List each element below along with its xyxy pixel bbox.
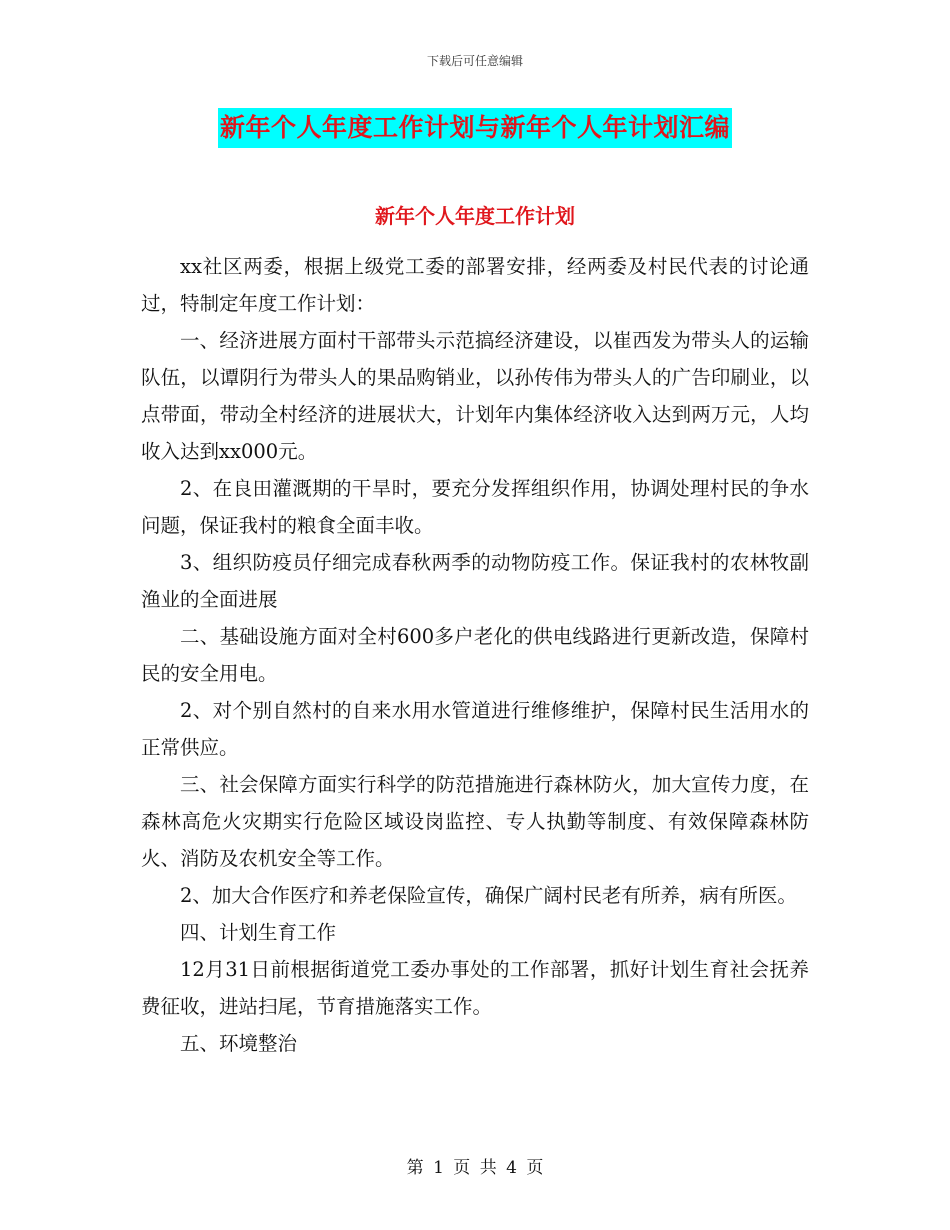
document-title-container	[0, 108, 950, 148]
page-number-footer: 第 1 页 共 4 页	[406, 1158, 544, 1178]
paragraph: xx社区两委，根据上级党工委的部署安排，经两委及村民代表的讨论通过，特制定年度工作计划：	[141, 255, 809, 315]
paragraph: 2、对个别自然村的自来水用水管道进行维修维护，保障村民生活用水的正常供应。	[141, 699, 809, 759]
paragraph: 3、组织防疫员仔细完成春秋两季的动物防疫工作。保证我村的农林牧副渔业的全面进展	[141, 551, 809, 611]
paragraph: 一、经济进展方面村干部带头示范搞经济建设，以崔西发为带头人的运输队伍，以谭阴行为带头人的果品购销业，以孙传伟为带头人的广告印刷业，以点带面，带动全村经济的进展状大，计划年内集体经济收入达到两万元，人均收入达到xx000元。	[141, 329, 809, 463]
paragraph: 12月31日前根据街道党工委办事处的工作部署，抓好计划生育社会抚养费征收，进站扫尾，节育措施落实工作。	[141, 958, 809, 1018]
paragraph: 2、加大合作医疗和养老保险宣传，确保广阔村民老有所养，病有所医。	[180, 884, 797, 907]
paragraph: 二、基础设施方面对全村600多户老化的供电线路进行更新改造，保障村民的安全用电。	[141, 625, 809, 685]
document-title: 新年个人年度工作计划与新年个人年计划汇编	[218, 108, 732, 148]
section-title: 新年个人年度工作计划	[375, 204, 575, 228]
paragraph: 五、环境整治	[180, 1032, 298, 1055]
paragraph: 三、社会保障方面实行科学的防范措施进行森林防火，加大宣传力度，在森林高危火灾期实行危险区域设岗监控、专人执勤等制度、有效保障森林防火、消防及农机安全等工作。	[141, 773, 809, 870]
paragraph: 四、计划生育工作	[180, 921, 337, 944]
page-header-note: 下载后可任意编辑	[426, 54, 523, 68]
document-body	[141, 248, 809, 1062]
paragraph: 2、在良田灌溉期的干旱时，要充分发挥组织作用，协调处理村民的争水问题，保证我村的粮食全面丰收。	[141, 477, 809, 537]
